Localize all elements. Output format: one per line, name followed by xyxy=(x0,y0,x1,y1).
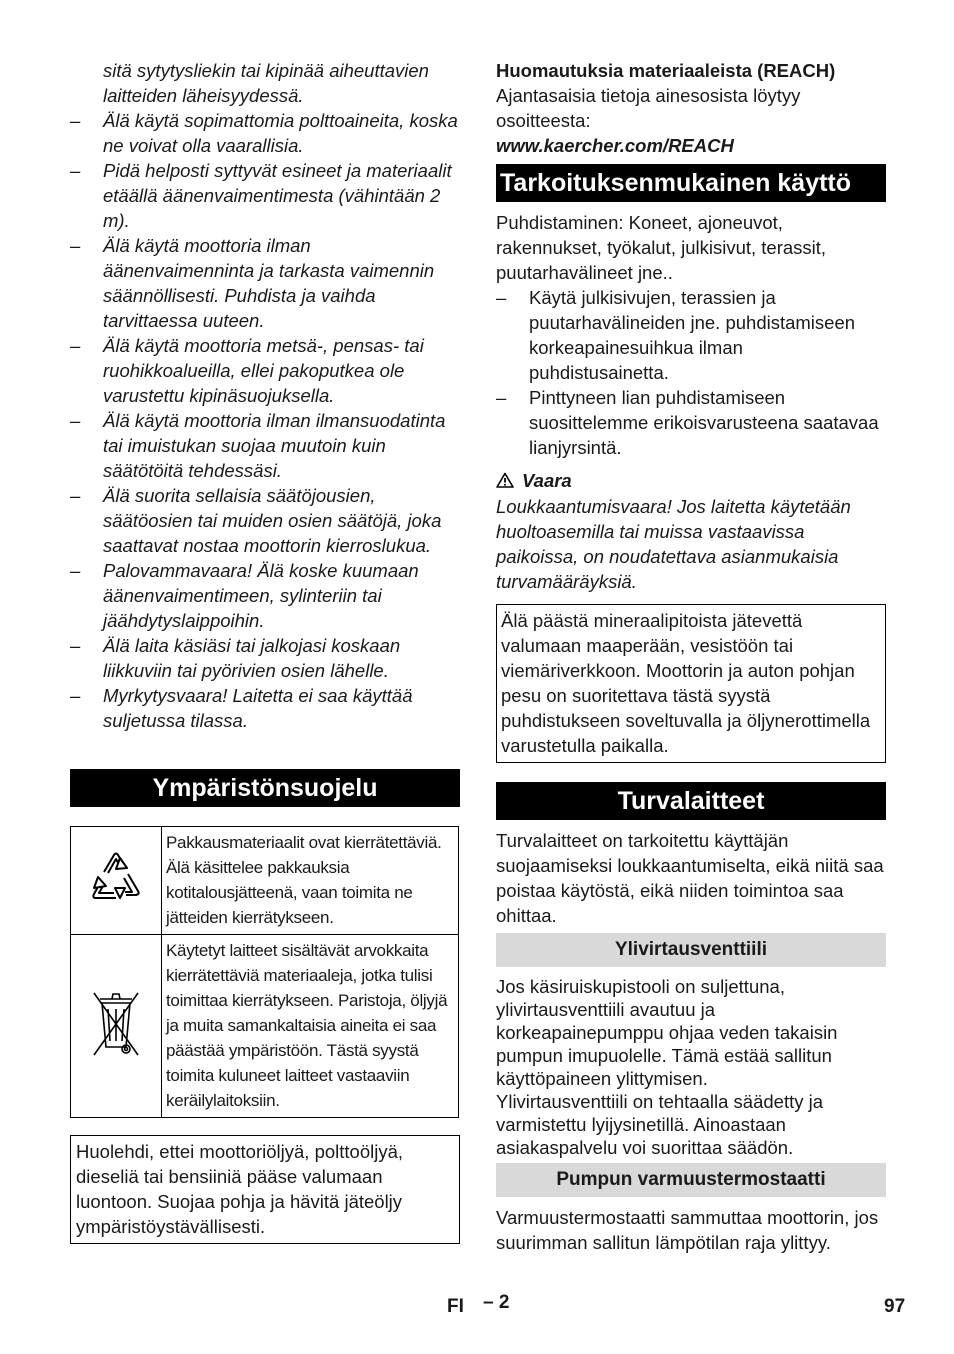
section-heading-environment: Ympäristönsuojelu xyxy=(70,769,460,807)
safety-devices-text: Turvalaitteet on tarkoitettu käyttäjän suojaamiseksi loukkaantumiselta, eikä niitä saa poistaa käytöstä, eikä niiden toimintoa saa ohittaa. xyxy=(496,830,884,926)
warning-triangle-icon xyxy=(496,469,514,494)
crossed-bin-icon xyxy=(71,935,162,1118)
danger-label-line xyxy=(496,468,886,494)
subheading-overflow-valve: Ylivirtausventtiili xyxy=(496,933,886,967)
list-item: – Älä käytä moottoria ilman äänenvaimenninta ja tarkasta vaimennin säännöllisesti. Puhdista ja vaihda tarvittaessa uuteen. xyxy=(70,233,460,333)
used-devices-text: Käytetyt laitteet sisältävät arvokkaita kierrätettäviä materiaaleja, jotka tulisi toimittaa kierrätykseen. Paristoja, öljyjä ja muita samankaltaisia aineita ei saa päästää ympäristöön. Tästä syystä toimita kuluneet laitteet vastaaviin keräilylaitoksiin. xyxy=(162,935,459,1118)
list-item: – Älä laita käsiäsi tai jalkojasi koskaan liikkuviin tai pyörivien osien lähelle. xyxy=(70,633,460,683)
table-row xyxy=(71,935,459,1118)
oil-note-box: Huolehdi, ettei moottoriöljyä, polttoöljyä, dieseliä tai bensiiniä pääse valumaan luontoon. Suojaa pohja ja hävitä jäteöljy ympäristöystävällisesti. xyxy=(70,1135,460,1244)
list-item: – Pinttyneen lian puhdistamiseen suosittelemme erikoisvarusteena saatavaa lianjyrsintä. xyxy=(496,385,886,460)
list-intro-text: sitä sytytysliekin tai kipinää aiheuttavien laitteiden läheisyydessä. xyxy=(103,60,429,106)
pump-thermostat-text: Varmuustermostaatti sammuttaa moottorin, jos suurimman sallitun lämpötilan raja ylittyy. xyxy=(496,1207,879,1253)
section-heading-intended-use: Tarkoituksenmukainen käyttö xyxy=(496,164,886,202)
left-column xyxy=(70,58,460,1244)
reach-text: Ajantasaisia tietoja ainesosista löytyy osoitteesta: xyxy=(496,85,801,131)
reach-title: Huomautuksia materiaaleista (REACH) xyxy=(496,60,836,81)
footer-language: FI xyxy=(447,1296,464,1317)
recycle-icon xyxy=(71,827,162,935)
danger-text: Loukkaantumisvaara! Jos laitetta käytetään huoltoasemilla tai muissa vastaavissa paikoissa, on noudatettava asianmukaisia turvamääräyksiä. xyxy=(496,496,851,592)
list-item: – Pidä helposti syttyvät esineet ja materiaalit etäällä äänenvaimentimesta (vähintään 2 m). xyxy=(70,158,460,233)
section-heading-safety-devices: Turvalaitteet xyxy=(496,782,886,820)
overflow-valve-text-2: Ylivirtausventtiili on tehtaalla säädetty ja varmistettu lyijysinetillä. Ainoastaan asiakaspalvelu voi suorittaa säädön. xyxy=(496,1091,824,1158)
list-item: – Palovammavaara! Älä koske kuumaan äänenvaimentimeen, sylinteriin tai jäähdytyslaippoihin. xyxy=(70,558,460,633)
intended-use-list xyxy=(496,285,886,460)
footer-section-number: – 2 xyxy=(483,1292,510,1313)
overflow-valve-text-1: Jos käsiruiskupistooli on suljettuna, ylivirtausventtiili avautuu ja korkeapainepumppu ohjaa veden takaisin pumpun imupuolelle. Tämä estää sallitun käyttöpaineen ylittymisen. xyxy=(496,976,838,1089)
intended-use-text: Puhdistaminen: Koneet, ajoneuvot, rakennukset, työkalut, julkisivut, terassit, puutarhavälineet jne.. xyxy=(496,212,827,283)
list-item: – Älä käytä moottoria metsä-, pensas- tai ruohikkoalueilla, ellei pakoputkea ole varustettu kipinäsuojuksella. xyxy=(70,333,460,408)
danger-label: Vaara xyxy=(522,470,572,491)
list-item: – Käytä julkisivujen, terassien ja puutarhavälineiden jne. puhdistamiseen korkeapainesuihkua ilman puhdistusainetta. xyxy=(496,285,886,385)
table-row xyxy=(71,827,459,935)
environment-table xyxy=(70,826,459,1118)
footer-page-number: 97 xyxy=(884,1296,906,1317)
subheading-pump-thermostat: Pumpun varmuustermostaatti xyxy=(496,1163,886,1197)
list-item: – Älä suorita sellaisia säätöjousien, säätöosien tai muiden osien säätöjä, joka saattavat nostaa moottorin kierroslukua. xyxy=(70,483,460,558)
reach-url: www.kaercher.com/REACH xyxy=(496,135,734,156)
list-item: – Myrkytysvaara! Laitetta ei saa käyttää suljetussa tilassa. xyxy=(70,683,460,733)
list-item: – Älä käytä moottoria ilman ilmansuodatinta tai imuistukan suojaa muutoin kuin säätötöitä tehdessäsi. xyxy=(70,408,460,483)
mineral-note-box: Älä päästä mineraalipitoista jätevettä valumaan maaperään, vesistöön tai viemäriverkkoon. Moottorin ja auton pohjan pesu on suoritettava tästä syystä puhdistukseen soveltuvalla ja öljynerottimella varustetulla paikalla. xyxy=(496,604,886,763)
safety-instructions-list xyxy=(70,108,460,733)
recycling-packaging-text: Pakkausmateriaalit ovat kierrätettäviä. Älä käsittelee pakkauksia kotitalousjätteenä, vaan toimita ne jätteiden kierrätykseen. xyxy=(162,827,459,935)
right-column xyxy=(496,58,886,1255)
list-item: – Älä käytä sopimattomia polttoaineita, koska ne voivat olla vaarallisia. xyxy=(70,108,460,158)
